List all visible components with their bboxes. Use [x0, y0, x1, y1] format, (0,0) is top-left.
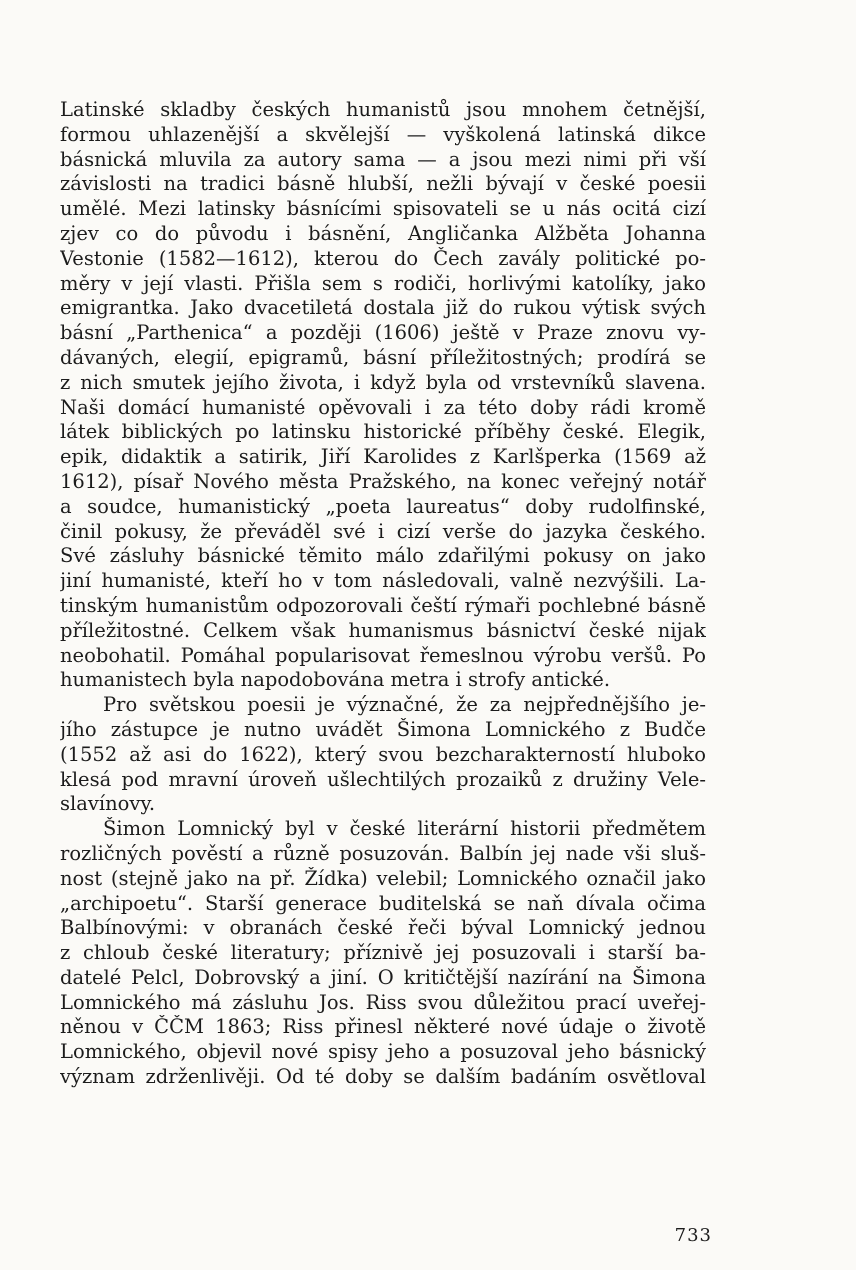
text-line: a soudce, humanistický „poeta laureatus“ doby rudolfinské,: [60, 494, 706, 518]
text-line: tinským humanistům odpozorovali čeští rýmaři pochlebné básně: [60, 593, 706, 617]
text-line: datelé Pelcl, Dobrovský a jiní. O kritičtější nazírání na Šimona: [60, 965, 706, 989]
text-line: dávaných, elegií, epigramů, básní příležitostných; prodírá se: [60, 345, 706, 369]
text-line: 1612), písař Nového města Pražského, na konec veřejný notář: [60, 469, 706, 493]
text-line: básní „Parthenica“ a později (1606) ještě v Praze znovu vy-: [60, 321, 706, 345]
page-number: 733: [674, 1225, 712, 1246]
text-line: rozličných pověstí a různě posuzován. Balbín jej nade vši sluš-: [60, 841, 706, 865]
text-line: Pro světskou poesii je význačné, že za nejpřednějšího je-: [103, 693, 706, 717]
text-line: Své zásluhy básnické těmito málo zdařilými pokusy on jako: [60, 544, 706, 568]
text-line: nost (stejně jako na př. Žídka) velebil; Lomnického označil jako: [60, 866, 706, 890]
text-line: jiní humanisté, kteří ho v tom následovali, valně nezvýšili. La-: [60, 569, 706, 593]
text-line: Naši domácí humanisté opěvovali i za této doby rádi kromě: [60, 395, 706, 419]
text-line: (1552 až asi do 1622), který svou bezcharakterností hluboko: [60, 742, 706, 766]
text-line: látek biblických po latinsku historické příběhy české. Elegik,: [60, 420, 706, 444]
text-line: básnická mluvila za autory sama — a jsou mezi nimi při vší: [60, 147, 706, 171]
text-line: Šimon Lomnický byl v české literární historii předmětem: [103, 817, 706, 841]
text-line: měry v její vlasti. Přišla sem s rodiči, horlivými katolíky, jako: [60, 271, 706, 295]
body-text: [60, 98, 706, 1090]
text-line: epik, didaktik a satirik, Jiří Karolides z Karlšperka (1569 až: [60, 445, 706, 469]
text-line: zjev co do původu i básnění, Angličanka Alžběta Johanna: [60, 221, 706, 245]
text-line: z chloub české literatury; příznivě jej posuzovali i starší ba-: [60, 941, 706, 965]
text-line: něnou v ČČM 1863; Riss přinesl některé nové údaje o životě: [60, 1015, 706, 1039]
text-line: neobohatil. Pomáhal popularisovat řemeslnou výrobu veršů. Po: [60, 643, 706, 667]
text-line: formou uhlazenější a skvělejší — vyškolená latinská dikce: [60, 122, 706, 146]
text-line: humanistech byla napodobována metra i strofy antické.: [60, 668, 611, 692]
text-line: činil pokusy, že převáděl své i cizí verše do jazyka českého.: [60, 519, 706, 543]
text-line: Balbínovými: v obranách české řeči býval Lomnický jednou: [60, 916, 706, 940]
text-line: slavínovy.: [60, 792, 156, 816]
text-line: Lomnického má zásluhu Jos. Riss svou důležitou prací uveřej-: [60, 990, 706, 1014]
text-line: jího zástupce je nutno uvádět Šimona Lomnického z Budče: [60, 717, 706, 741]
text-line: Vestonie (1582—1612), kterou do Čech zavály politické po-: [60, 246, 706, 270]
text-line: klesá pod mravní úroveň ušlechtilých prozaiků z družiny Vele-: [60, 767, 706, 791]
text-line: Latinské skladby českých humanistů jsou mnohem četnější,: [60, 98, 706, 121]
text-line: umělé. Mezi latinsky básnícími spisovateli se u nás ocitá cizí: [60, 197, 706, 221]
text-line: Lomnického, objevil nové spisy jeho a posuzoval jeho básnický: [60, 1040, 706, 1064]
text-line: „archipoetu“. Starší generace buditelská se naň dívala očima: [60, 891, 706, 915]
text-line: z nich smutek jejího života, i když byla od vrstevníků slavena.: [60, 370, 706, 394]
text-line: emigrantka. Jako dvacetiletá dostala již do rukou výtisk svých: [60, 296, 706, 320]
text-line: příležitostné. Celkem však humanismus básnictví české nijak: [60, 618, 706, 642]
text-line: význam zdrženlivěji. Od té doby se dalším badáním osvětloval: [60, 1065, 706, 1089]
text-line: závislosti na tradici básně hlubší, nežli bývají v české poesii: [60, 172, 706, 196]
